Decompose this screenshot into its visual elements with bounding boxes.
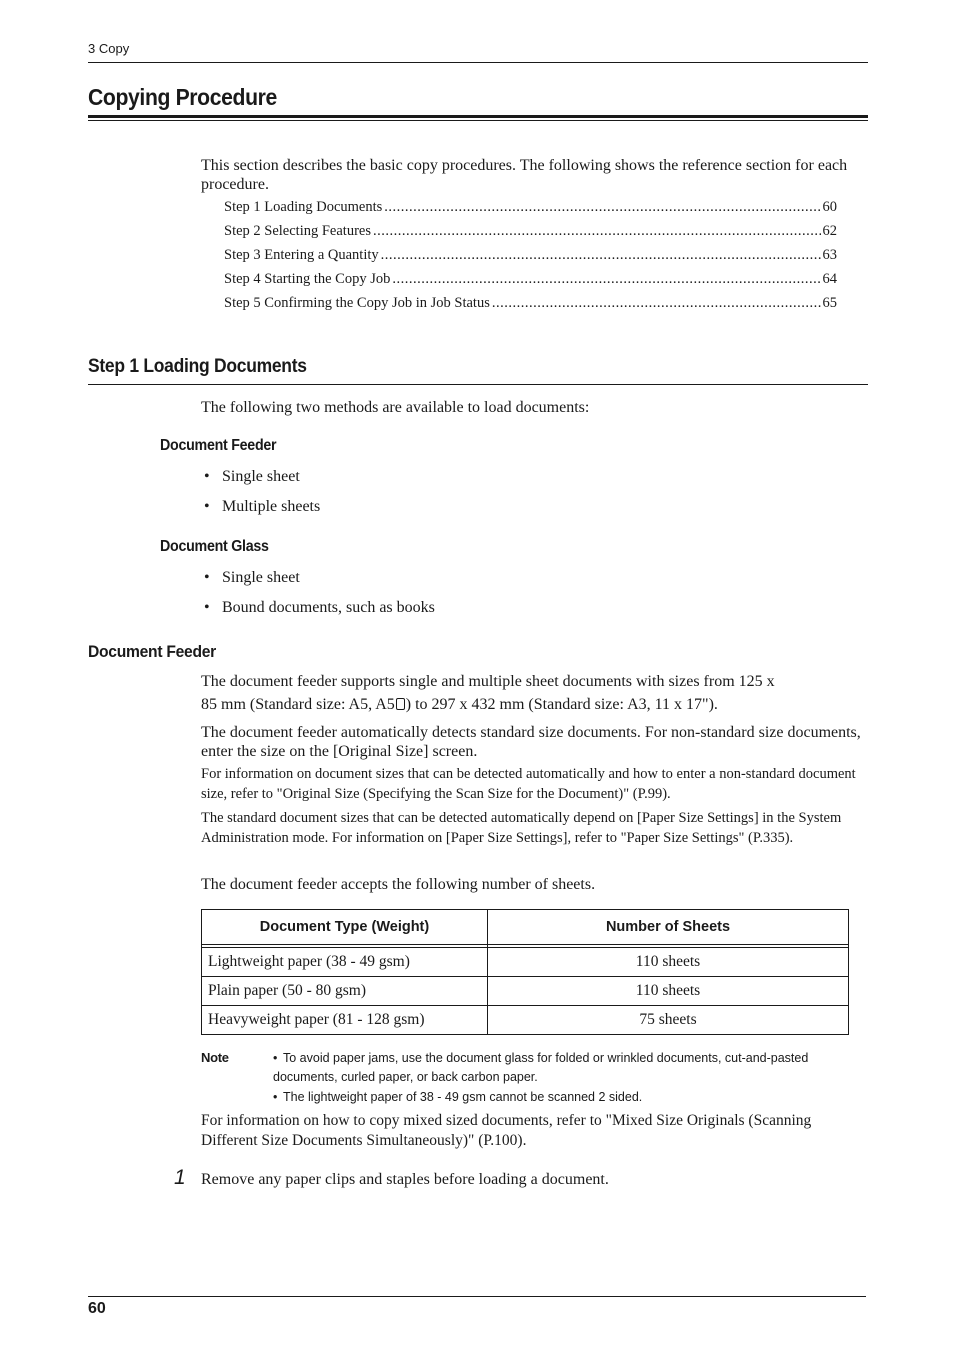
bullet-icon: •	[204, 498, 210, 515]
table-row	[202, 1006, 849, 1035]
toc-page: 65	[822, 295, 837, 311]
note-item: • To avoid paper jams, use the document glass for folded or wrinkled documents, cut-and-pasted documents, curled paper, or back carbon paper.	[273, 1051, 809, 1084]
feeder-paragraph-1b: 85 mm (Standard size: A5, A5 ) to 297 x 432 mm (Standard size: A3, 11 x 17").	[201, 696, 718, 713]
toc-leader	[373, 222, 821, 240]
table-cell: Plain paper (50 - 80 gsm)	[202, 977, 488, 1006]
mixed-size-reference: For information on how to copy mixed sized documents, refer to "Mixed Size Originals (Scanning Different Size Documents Simultaneously)" (P.100).	[201, 1112, 812, 1149]
toc-label: Step 4 Starting the Copy Job	[224, 271, 391, 287]
toc-label: Step 5 Confirming the Copy Job in Job Status	[224, 295, 490, 311]
table-row	[202, 977, 849, 1006]
feeder-reference-1: For information on document sizes that can be detected automatically and how to enter a non-standard document size, refer to "Original Size (Specifying the Scan Size for the Document)" (P.99).	[201, 766, 856, 802]
table-cell: 75 sheets	[488, 1006, 849, 1035]
subheading-document-glass: Document Glass	[160, 538, 269, 555]
column-header: Document Type (Weight)	[202, 910, 488, 945]
section-heading: Step 1 Loading Documents	[88, 356, 307, 377]
toc-leader	[392, 270, 820, 288]
toc-label: Step 1 Loading Documents	[224, 199, 383, 215]
bullet-icon: •	[204, 468, 210, 485]
feeder-heading: Document Feeder	[88, 642, 216, 661]
list-item: • Single sheet	[204, 569, 300, 586]
page-title: Copying Procedure	[88, 84, 277, 110]
portrait-orientation-icon	[396, 698, 405, 710]
note-item: • The lightweight paper of 38 - 49 gsm cannot be scanned 2 sided.	[273, 1088, 853, 1107]
section-lead: The following two methods are available to load documents:	[201, 399, 590, 416]
title-rule	[88, 115, 868, 118]
table-lead: The document feeder accepts the following number of sheets.	[201, 876, 596, 893]
toc-entry[interactable]	[224, 294, 837, 312]
toc-entry[interactable]	[224, 270, 837, 288]
running-head: 3 Copy	[88, 41, 130, 56]
toc-label: Step 3 Entering a Quantity	[224, 247, 379, 263]
toc-page: 64	[822, 271, 837, 287]
step-text: Remove any paper clips and staples before loading a document.	[201, 1171, 609, 1188]
sheets-table	[201, 909, 849, 1035]
toc-page: 60	[822, 199, 837, 215]
feeder-paragraph-1a: The document feeder supports single and multiple sheet documents with sizes from 125 x	[201, 673, 775, 690]
list-item: • Single sheet	[204, 468, 300, 485]
toc-label: Step 2 Selecting Features	[224, 223, 371, 239]
bullet-icon: •	[273, 1090, 278, 1104]
page-number: 60	[88, 1300, 106, 1317]
feeder-reference-2: The standard document sizes that can be detected automatically depend on [Paper Size Settings] in the System Administration mode. For information on [Paper Size Settings], refer to "Paper Size Settings" (P.335).	[201, 810, 842, 846]
toc-page: 62	[822, 223, 837, 239]
note-label: Note	[201, 1050, 229, 1065]
table-cell: 110 sheets	[488, 948, 849, 977]
toc-entry[interactable]	[224, 198, 837, 216]
footer-rule	[88, 1296, 866, 1297]
list-item: • Bound documents, such as books	[204, 599, 435, 616]
table-cell: Lightweight paper (38 - 49 gsm)	[202, 948, 488, 977]
table-cell: 110 sheets	[488, 977, 849, 1006]
toc-entry[interactable]	[224, 222, 837, 240]
intro-paragraph: This section describes the basic copy procedures. The following shows the reference section for each procedure.	[201, 157, 848, 193]
bullet-icon: •	[204, 599, 210, 616]
section-rule	[88, 384, 868, 385]
toc-leader	[492, 294, 821, 312]
toc-leader	[384, 198, 820, 216]
bullet-icon: •	[204, 569, 210, 586]
header-rule	[88, 62, 868, 63]
bullet-icon: •	[273, 1051, 278, 1065]
toc-entry[interactable]	[224, 246, 837, 264]
toc-page: 63	[822, 247, 837, 263]
table-row	[202, 948, 849, 977]
feeder-paragraph-2: The document feeder automatically detects standard size documents. For non-standard size documents, enter the size on the [Original Size] screen.	[201, 724, 861, 760]
table-cell: Heavyweight paper (81 - 128 gsm)	[202, 1006, 488, 1035]
step-number: 1	[174, 1166, 186, 1189]
table-header-row	[202, 910, 849, 945]
title-rule-thin	[88, 120, 868, 121]
list-item: • Multiple sheets	[204, 498, 321, 515]
toc-leader	[381, 246, 821, 264]
column-header: Number of Sheets	[488, 910, 849, 945]
subheading-document-feeder: Document Feeder	[160, 437, 277, 454]
